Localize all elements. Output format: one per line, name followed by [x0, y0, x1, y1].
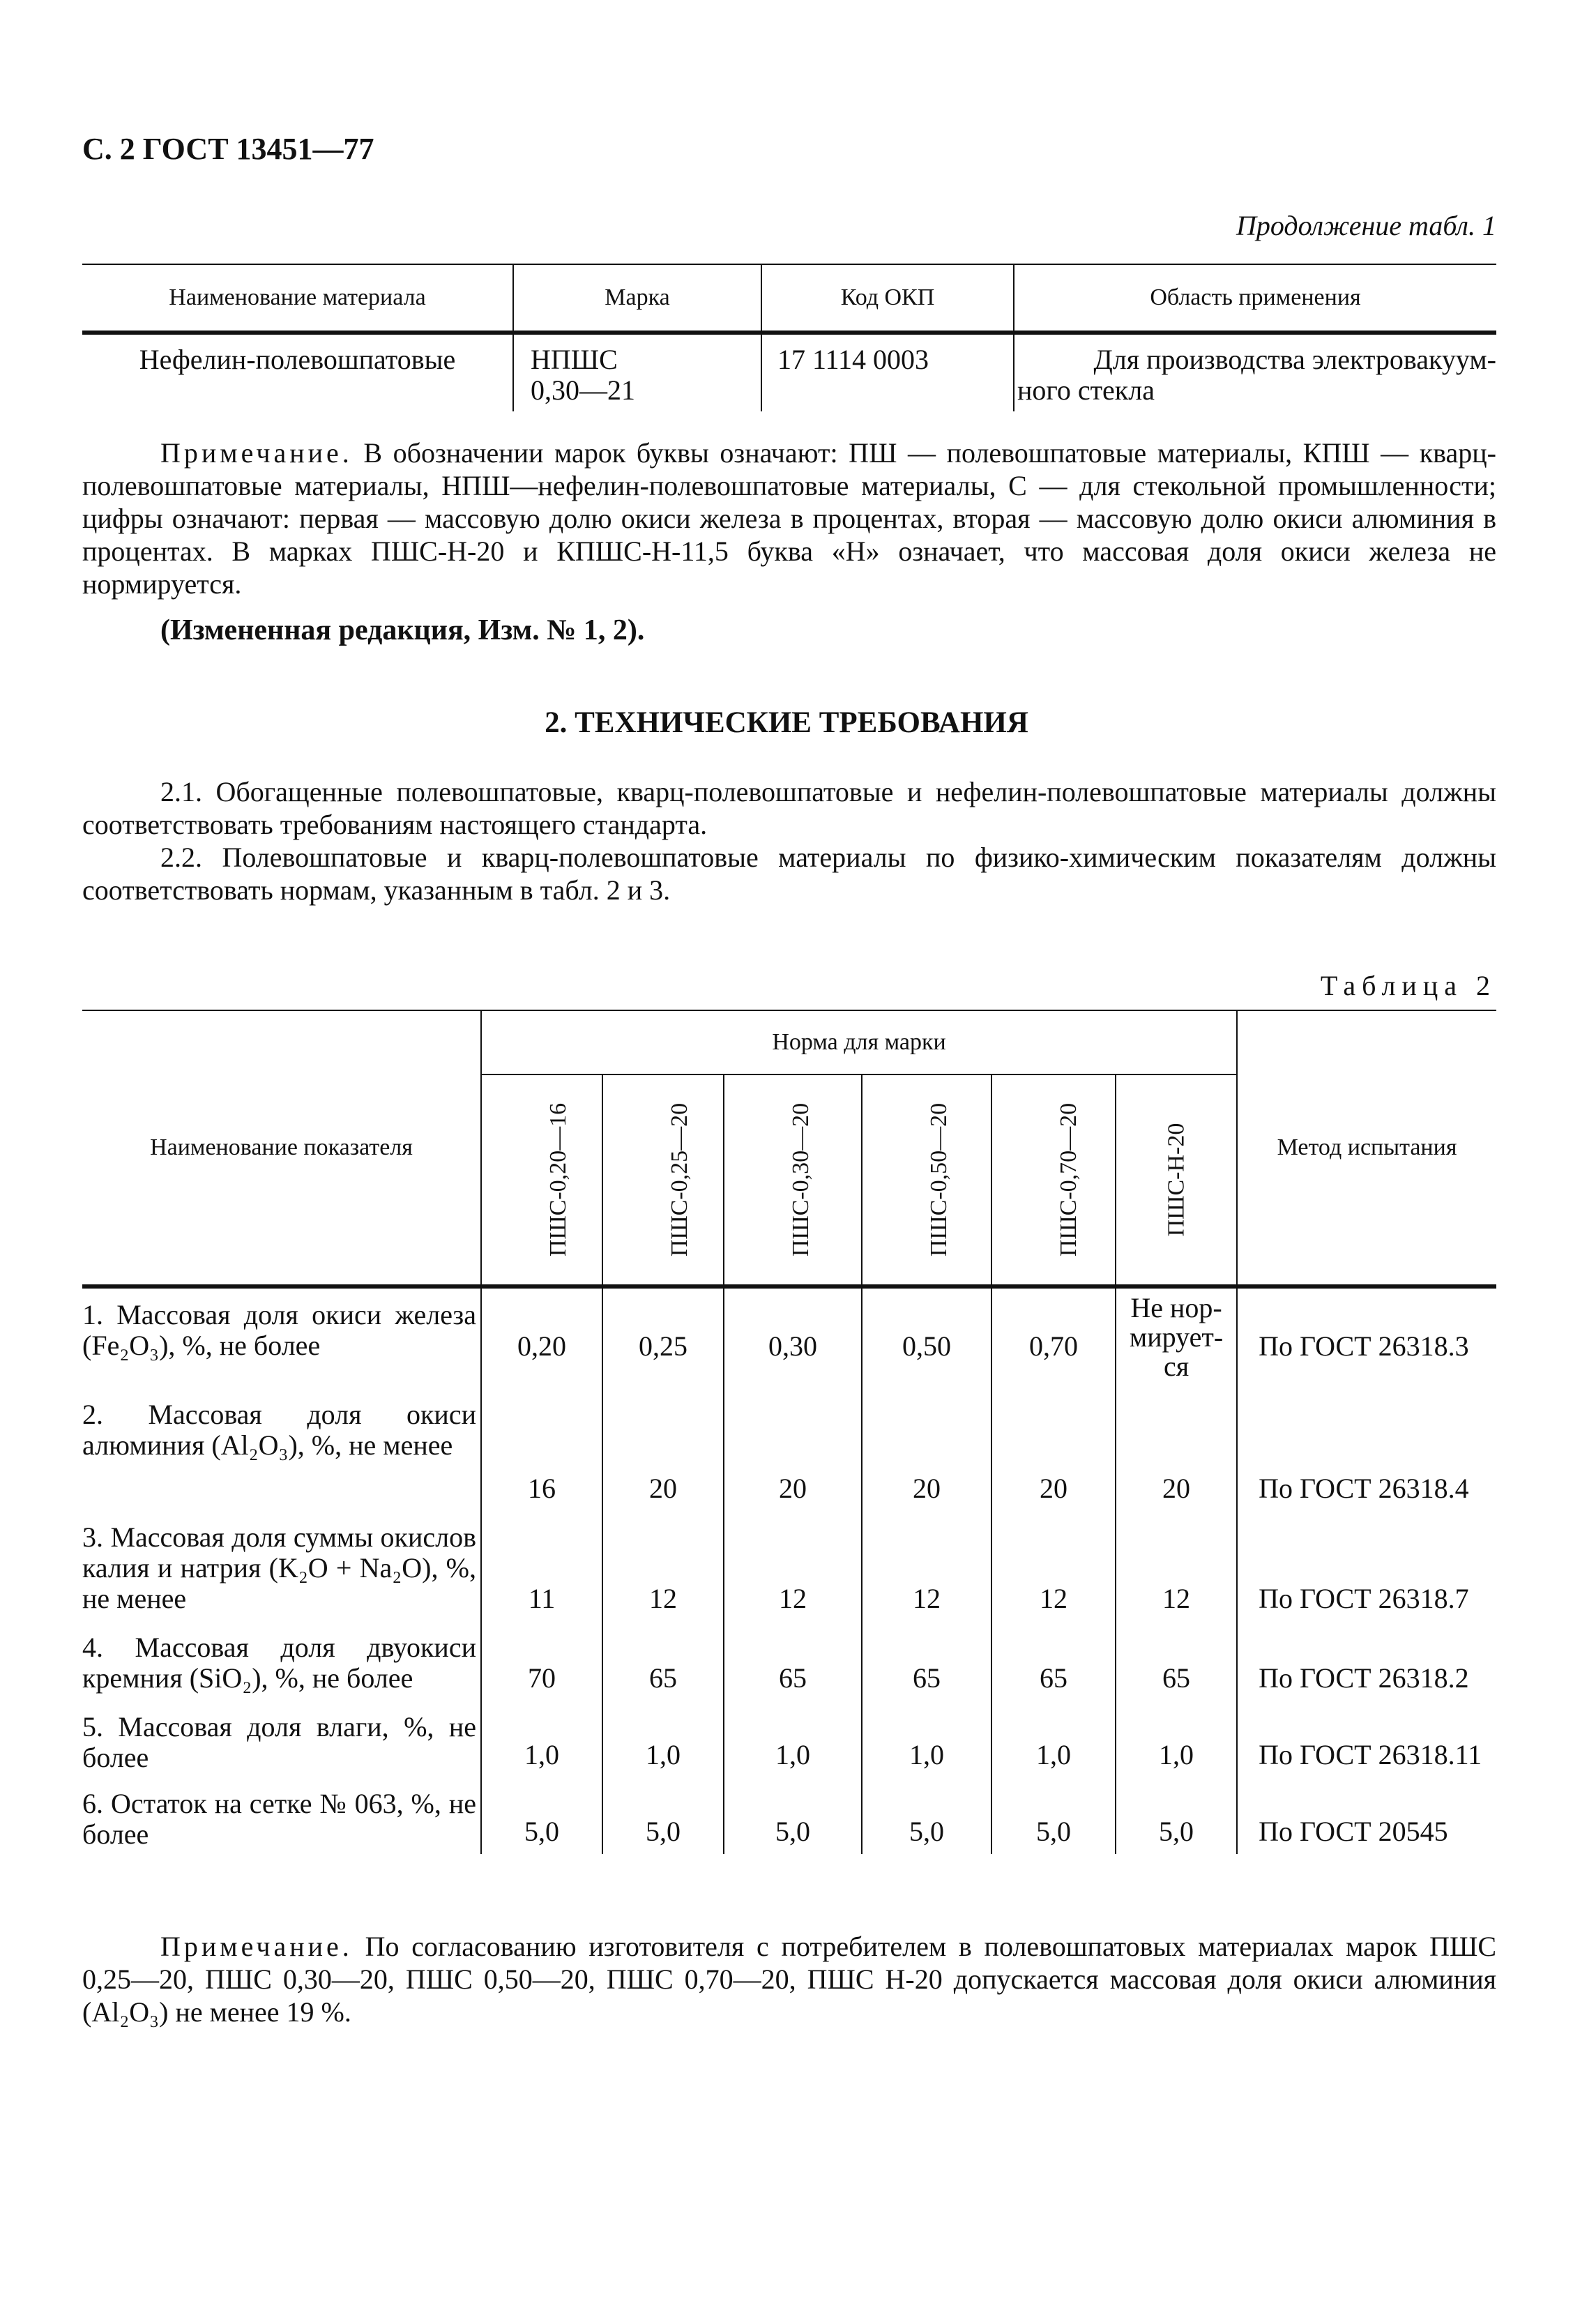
table2-col-method: Метод испытания	[1237, 1010, 1496, 1286]
table1-cell-usage	[1014, 333, 1496, 411]
table1-col-material: Наименование материала	[82, 264, 513, 333]
table2-cell: 1,0	[724, 1701, 862, 1777]
table2-cell: 1,0	[481, 1701, 602, 1777]
table2-mark-label: ПШС-0,70—20	[1056, 1102, 1082, 1257]
note-2-label: Примечание.	[160, 1931, 353, 1962]
table2-mark-header	[1116, 1074, 1237, 1286]
table2-cell: 5,0	[602, 1777, 724, 1854]
paragraph-2-2: 2.2. Полевошпатовые и кварц-полевошпатовые материалы по физико-химическим показателям должны соответствовать нормам, указанным в табл. 2 и 3.	[82, 842, 1496, 906]
table2-cell: 16	[481, 1388, 602, 1511]
table2-cell: 12	[862, 1511, 991, 1621]
table2-cell: 65	[602, 1621, 724, 1701]
table2-cell: 0,70	[991, 1286, 1116, 1388]
table1-cell-mark	[513, 333, 761, 411]
table2-method: По ГОСТ 26318.2	[1237, 1621, 1496, 1701]
table1-col-mark: Марка	[513, 264, 761, 333]
table2-cell: 5,0	[862, 1777, 991, 1854]
table2-cell: 5,0	[991, 1777, 1116, 1854]
paragraph-2-1: 2.1. Обогащенные полевошпатовые, кварц-полевошпатовые и нефелин-полевошпатовые материалы должны соответствовать требованиям настоящего стандарта.	[82, 776, 1496, 840]
table2-cell: 1,0	[862, 1701, 991, 1777]
note-1-label: Примечание.	[160, 437, 353, 469]
table2-cell: 20	[724, 1388, 862, 1511]
table-row	[82, 1286, 1496, 1388]
table2-cell: 20	[602, 1388, 724, 1511]
table2-row-name: 3. Массовая доля суммы окислов калия и натрия (K₂O + Na₂O), %, не менее	[82, 1521, 476, 1614]
table2-mark-header	[991, 1074, 1116, 1286]
table2-mark-label: ПШС-0,20—16	[545, 1102, 572, 1257]
page-header: С. 2 ГОСТ 13451—77	[82, 132, 374, 166]
table2-cell: 5,0	[481, 1777, 602, 1854]
table2-cell: 0,25	[602, 1286, 724, 1388]
table2-cell: 1,0	[602, 1701, 724, 1777]
table2-cell: 12	[724, 1511, 862, 1621]
table2-method: По ГОСТ 26318.11	[1237, 1701, 1496, 1777]
table2-cell: 65	[724, 1621, 862, 1701]
table2-header-row-1	[82, 1010, 1496, 1074]
table-row	[82, 1511, 1496, 1621]
table2-cell: 0,20	[481, 1286, 602, 1388]
table2-cell: 65	[991, 1621, 1116, 1701]
table2-cell: 0,50	[862, 1286, 991, 1388]
table2-cell-line: мирует-	[1129, 1321, 1224, 1353]
table2-cell: 20	[862, 1388, 991, 1511]
table-row	[82, 1388, 1496, 1511]
section-title: 2. ТЕХНИЧЕСКИЕ ТРЕБОВАНИЯ	[545, 706, 1028, 739]
table1-cell-material: Нефелин-полевошпатовые	[139, 344, 456, 375]
table2-cell: 12	[602, 1511, 724, 1621]
table2-mark-label: ПШС-0,25—20	[667, 1102, 693, 1257]
table2-cell: 70	[481, 1621, 602, 1701]
table2-cell: 65	[1116, 1621, 1237, 1701]
table1-usage-line2: ного стекла	[1017, 374, 1155, 406]
table1-usage-line1: Для производства электровакуум-	[1093, 344, 1496, 375]
table2-cell-line: ся	[1163, 1351, 1190, 1382]
table2-mark-label: ПШС-0,30—20	[788, 1102, 814, 1257]
table2-mark-header	[862, 1074, 991, 1286]
table1-continuation-label: Продолжение табл. 1	[1236, 210, 1496, 241]
table2-mark-header	[724, 1074, 862, 1286]
table-row	[82, 1777, 1496, 1854]
table2	[82, 1010, 1496, 1854]
table2-method: По ГОСТ 26318.3	[1237, 1286, 1496, 1388]
table2-row-name: 6. Остаток на сетке № 063, %, не более	[82, 1788, 476, 1850]
table2-row-name: 2. Массовая доля окиси алюминия (Al₂O₃), %, не менее	[82, 1399, 476, 1461]
table2-row-name: 1. Массовая доля окиси железа (Fe₂O₃), %, не более	[82, 1299, 476, 1361]
table2-col-norm: Норма для марки	[481, 1010, 1237, 1074]
table2-caption: Таблица 2	[1320, 970, 1496, 1001]
table2-cell: 1,0	[991, 1701, 1116, 1777]
table1-col-okp: Код ОКП	[761, 264, 1014, 333]
table2-mark-header	[481, 1074, 602, 1286]
table2-row-name: 4. Массовая доля двуокиси кремния (SiO₂), %, не более	[82, 1632, 476, 1694]
table1-header-row	[82, 264, 1496, 333]
table2-cell: 5,0	[724, 1777, 862, 1854]
table-row	[82, 1701, 1496, 1777]
table2-method: По ГОСТ 26318.4	[1237, 1388, 1496, 1511]
table2-row-name: 5. Массовая доля влаги, %, не более	[82, 1711, 476, 1773]
table2-cell: 0,30	[724, 1286, 862, 1388]
table2-cell: 5,0	[1116, 1777, 1237, 1854]
table2-method: По ГОСТ 26318.7	[1237, 1511, 1496, 1621]
table2-method: По ГОСТ 20545	[1237, 1777, 1496, 1854]
table2-mark-label: ПШС-Н-20	[1163, 1123, 1190, 1237]
table2-mark-header	[602, 1074, 724, 1286]
table2-cell-line: Не нор-	[1130, 1292, 1222, 1323]
table1-cell-okp: 17 1114 0003	[761, 333, 1014, 411]
table2-cell: 20	[991, 1388, 1116, 1511]
note-2-text: По согласованию изготовителя с потребителем в полевошпатовых материалах марок ПШС 0,25—20, ПШС 0,30—20, ПШС 0,50—20, ПШС 0,70—20, ПШС Н-20 допускается массовая доля окиси алюминия (Al₂O₃) не менее 19 %.	[82, 1931, 1496, 2028]
table-row	[82, 1621, 1496, 1701]
note-2	[82, 1930, 1496, 2028]
table2-cell: 1,0	[1116, 1701, 1237, 1777]
table-row	[82, 333, 1496, 411]
table1-col-usage: Область применения	[1014, 264, 1496, 333]
table2-col-name: Наименование показателя	[82, 1010, 481, 1286]
table2-cell-not-normed	[1116, 1286, 1237, 1388]
amendment-note: (Измененная редакция, Изм. № 1, 2).	[160, 614, 645, 646]
note-1	[82, 436, 1496, 600]
table2-cell: 11	[481, 1511, 602, 1621]
table2-cell: 65	[862, 1621, 991, 1701]
note-1-text: В обозначении марок буквы означают: ПШ — полевошпатовые материалы, КПШ — кварц-полевошпатовые материалы, НПШ—нефелин-полевошпатовые материалы, С — для стекольной промышленности; цифры означают: первая — массовую долю окиси железа в процентах, вторая — массовую долю окиси алюминия в процентах. В марках ПШС-Н-20 и КПШС-Н-11,5 буква «Н» означает, что массовая доля окиси железа не нормируется.	[82, 437, 1497, 600]
table2-cell: 20	[1116, 1388, 1237, 1511]
table2-cell: 12	[1116, 1511, 1237, 1621]
table1-continuation	[82, 264, 1496, 411]
table2-mark-label: ПШС-0,50—20	[926, 1102, 952, 1257]
table1-mark-line1: НПШС	[531, 344, 618, 375]
table1-mark-line2: 0,30—21	[531, 374, 635, 406]
table2-cell: 12	[991, 1511, 1116, 1621]
